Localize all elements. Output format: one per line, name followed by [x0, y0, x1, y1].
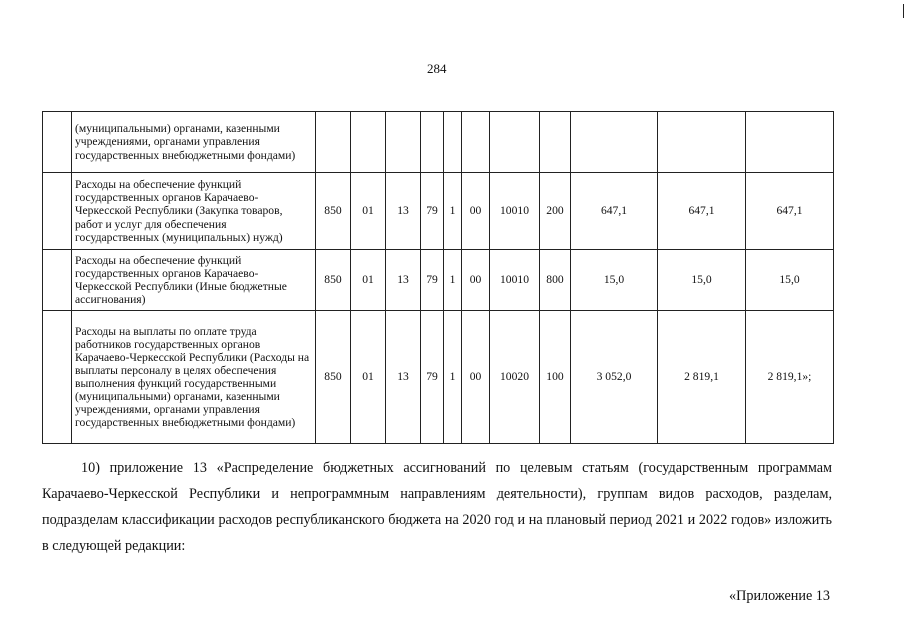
row-number-cell [43, 311, 72, 444]
expense-name-cell: Расходы на выплаты по оплате труда работников государственных органов Карачаево-Черкесской Республики (Расходы на выплаты персоналу в целях обеспечения выполнения функций государственными (муниципальными) органами, казенными учреждениями, органами управления государственных внебюджетными фондами) [72, 311, 316, 444]
code-cell: 00 [462, 311, 490, 444]
amount-cell: 647,1 [658, 173, 746, 250]
code-cell: 850 [316, 173, 351, 250]
table-row [43, 112, 834, 173]
amount-cell: 647,1 [571, 173, 658, 250]
expense-name-cell: Расходы на обеспечение функций государственных органов Карачаево-Черкесской Республики (Закупка товаров, работ и услуг для обеспечения государственных (муниципальных) нужд) [72, 173, 316, 250]
table-row [43, 311, 834, 444]
code-cell: 850 [316, 250, 351, 311]
amendment-paragraph: 10) приложение 13 «Распределение бюджетных ассигнований по целевым статьям (государственным программам Карачаево-Черкесской Республики и непрограммным направлениям деятельности), группам видов расходов, разделам, подразделам классификации расходов республиканского бюджета на 2020 год и на плановый период 2021 и 2022 годов» изложить в следующей редакции: [42, 460, 832, 554]
code-cell: 01 [351, 173, 386, 250]
code-cell [540, 112, 571, 173]
code-cell: 10020 [490, 311, 540, 444]
budget-table [42, 111, 834, 444]
code-cell: 1 [444, 311, 462, 444]
code-cell [462, 112, 490, 173]
code-cell: 850 [316, 311, 351, 444]
code-cell [444, 112, 462, 173]
code-cell: 200 [540, 173, 571, 250]
table-row [43, 173, 834, 250]
code-cell: 00 [462, 250, 490, 311]
code-cell [386, 112, 421, 173]
amount-cell: 15,0 [658, 250, 746, 311]
code-cell: 01 [351, 250, 386, 311]
amount-cell [746, 112, 834, 173]
code-cell: 800 [540, 250, 571, 311]
row-number-cell [43, 250, 72, 311]
amount-cell: 647,1 [746, 173, 834, 250]
amount-cell: 2 819,1»; [746, 311, 834, 444]
amount-cell: 15,0 [571, 250, 658, 311]
code-cell [316, 112, 351, 173]
code-cell: 01 [351, 311, 386, 444]
table-row [43, 250, 834, 311]
code-cell [351, 112, 386, 173]
code-cell: 1 [444, 173, 462, 250]
page-number: 284 [427, 61, 447, 76]
code-cell: 13 [386, 173, 421, 250]
amount-cell [658, 112, 746, 173]
table-body [43, 112, 834, 444]
code-cell: 10010 [490, 173, 540, 250]
code-cell: 00 [462, 173, 490, 250]
corner-mark [903, 4, 904, 18]
amount-cell: 15,0 [746, 250, 834, 311]
code-cell [421, 112, 444, 173]
amount-cell: 2 819,1 [658, 311, 746, 444]
code-cell: 100 [540, 311, 571, 444]
code-cell: 79 [421, 173, 444, 250]
code-cell: 79 [421, 311, 444, 444]
code-cell: 79 [421, 250, 444, 311]
code-cell: 1 [444, 250, 462, 311]
appendix-heading: «Приложение 13 [729, 588, 830, 604]
code-cell: 13 [386, 311, 421, 444]
code-cell [490, 112, 540, 173]
code-cell: 13 [386, 250, 421, 311]
expense-name-cell: (муниципальными) органами, казенными учреждениями, органами управления государственных внебюджетными фондами) [72, 112, 316, 173]
expense-name-cell: Расходы на обеспечение функций государственных органов Карачаево-Черкесской Республики (Иные бюджетные ассигнования) [72, 250, 316, 311]
code-cell: 10010 [490, 250, 540, 311]
amount-cell: 3 052,0 [571, 311, 658, 444]
row-number-cell [43, 173, 72, 250]
row-number-cell [43, 112, 72, 173]
amount-cell [571, 112, 658, 173]
